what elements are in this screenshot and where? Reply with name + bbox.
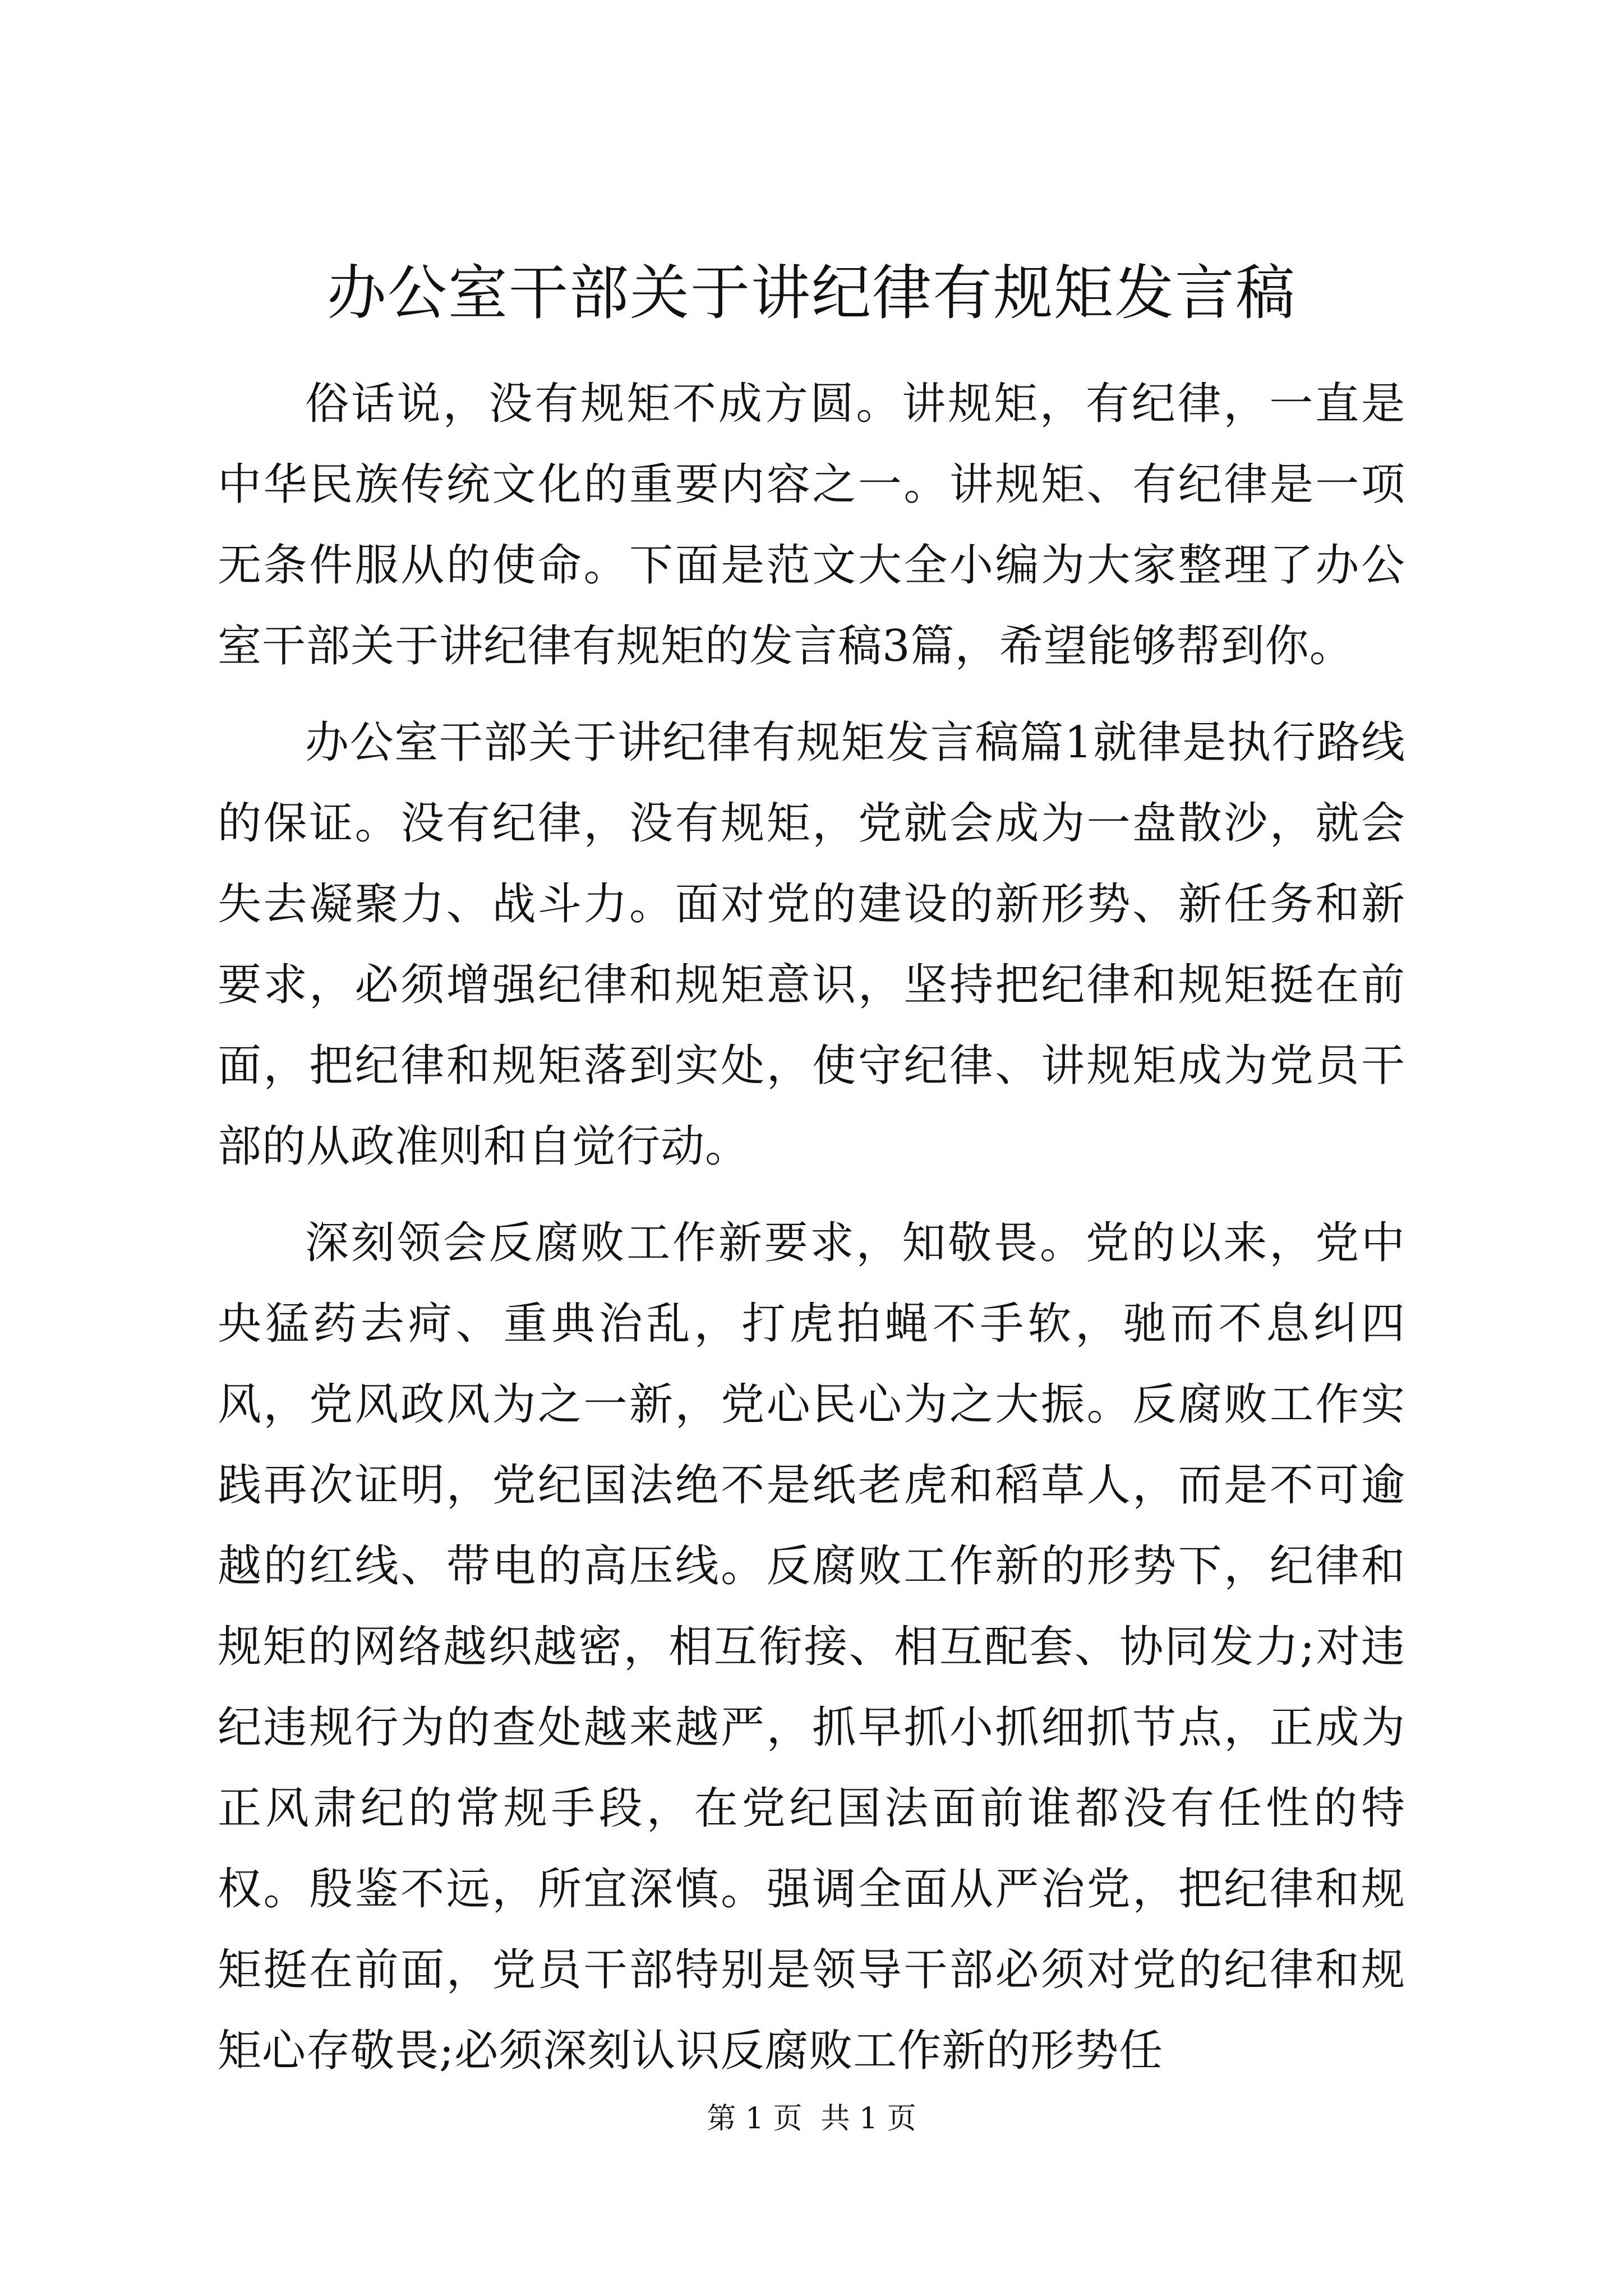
document-body (218, 364, 1405, 2107)
document-title: 办公室干部关于讲纪律有规矩发言稿 (327, 259, 1296, 328)
page-number: 第 1 页 共 1 页 (707, 2102, 916, 2136)
paragraph-2: 办公室干部关于讲纪律有规矩发言稿篇1就律是执行路线的保证。没有纪律，没有规矩，党就会成为一盘散沙，就会失去凝聚力、战斗力。面对党的建设的新形势、新任务和新要求，必须增强纪律和规矩意识，坚持把纪律和规矩挺在前面，把纪律和规矩落到实处，使守纪律、讲规矩成为党员干部的从政准则和自觉行动。 (218, 717, 1405, 1172)
page-footer (0, 2099, 1623, 2138)
paragraph-1: 俗话说，没有规矩不成方圆。讲规矩，有纪律，一直是中华民族传统文化的重要内容之一。讲规矩、有纪律是一项无条件服从的使命。下面是范文大全小编为大家整理了办公室干部关于讲纪律有规矩的发言稿3篇，希望能够帮到你。 (218, 379, 1405, 671)
paragraph-3: 深刻领会反腐败工作新要求，知敬畏。党的以来，党中央猛药去疴、重典治乱，打虎拍蝇不手软，驰而不息纠四风，党风政风为之一新，党心民心为之大振。反腐败工作实践再次证明，党纪国法绝不是纸老虎和稻草人，而是不可逾越的红线、带电的高压线。反腐败工作新的形势下，纪律和规矩的网络越织越密，相互衔接、相互配套、协同发力;对违纪违规行为的查处越来越严，抓早抓小抓细抓节点，正成为正风肃纪的常规手段，在党纪国法面前谁都没有任性的特权。殷鉴不远，所宜深慎。强调全面从严治党，把纪律和规矩挺在前面，党员干部特别是领导干部必须对党的纪律和规矩心存敬畏;必须深刻认识反腐败工作新的形势任 (218, 1218, 1405, 2076)
